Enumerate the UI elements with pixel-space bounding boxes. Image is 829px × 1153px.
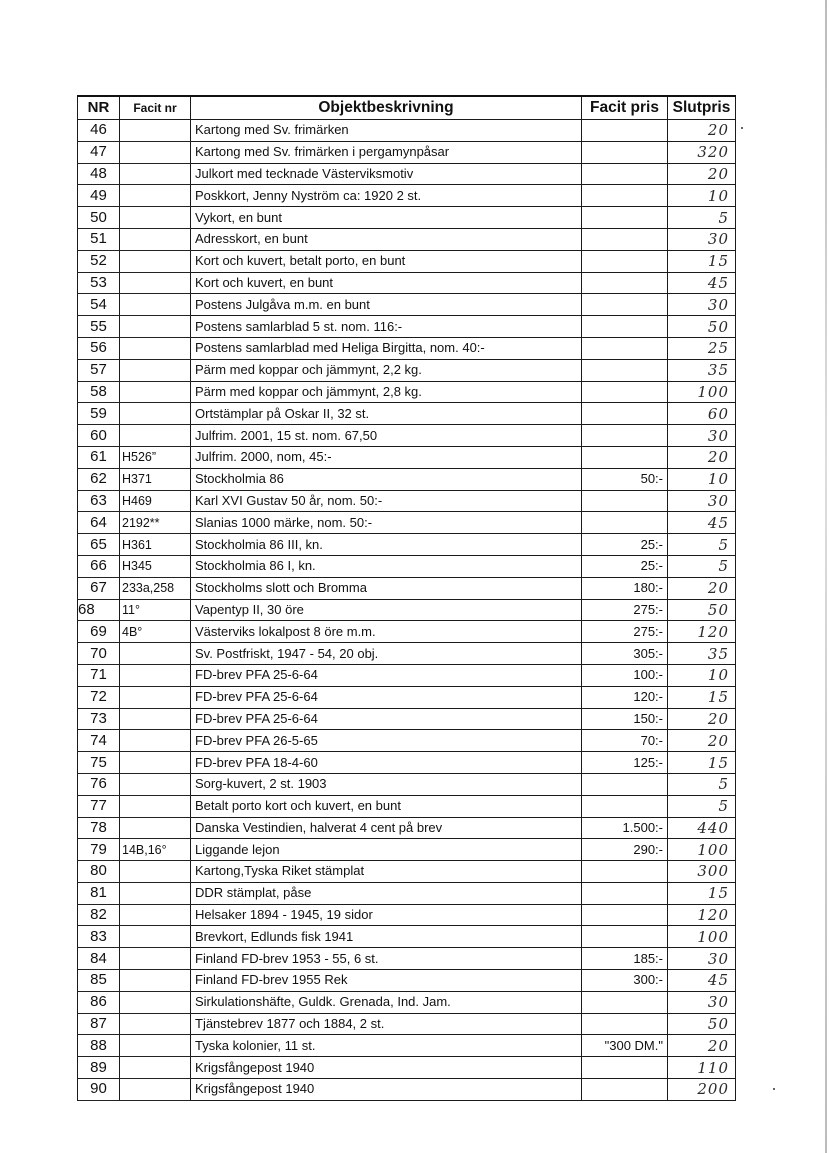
cell-facit-nr [120, 403, 191, 425]
cell-final-price: 120 [668, 904, 736, 926]
cell-description: Pärm med koppar och jämmynt, 2,8 kg. [191, 381, 582, 403]
cell-facit-price [582, 381, 668, 403]
cell-facit-nr [120, 795, 191, 817]
header-facit-price: Facit pris [582, 96, 668, 120]
cell-final-price: 120 [668, 621, 736, 643]
cell-final-price: 20 [668, 730, 736, 752]
cell-final-price: 5 [668, 773, 736, 795]
cell-description: Finland FD-brev 1953 - 55, 6 st. [191, 948, 582, 970]
cell-facit-price [582, 316, 668, 338]
cell-nr: 68 [78, 599, 120, 621]
cell-final-price: 5 [668, 555, 736, 577]
cell-facit-nr: 4B° [120, 621, 191, 643]
table-row [78, 795, 736, 817]
table-row [78, 664, 736, 686]
cell-description: Vapentyp II, 30 öre [191, 599, 582, 621]
table-row [78, 643, 736, 665]
header-facit-nr: Facit nr [120, 96, 191, 120]
cell-description: Tjänstebrev 1877 och 1884, 2 st. [191, 1013, 582, 1035]
cell-description: Sirkulationshäfte, Guldk. Grenada, Ind. Jam. [191, 991, 582, 1013]
cell-facit-price: 275:- [582, 621, 668, 643]
cell-facit-nr [120, 926, 191, 948]
table-row [78, 316, 736, 338]
cell-nr: 62 [78, 468, 120, 490]
cell-nr: 83 [78, 926, 120, 948]
cell-facit-nr [120, 991, 191, 1013]
cell-nr: 57 [78, 359, 120, 381]
cell-facit-nr [120, 337, 191, 359]
cell-description: Sorg-kuvert, 2 st. 1903 [191, 773, 582, 795]
cell-description: Julfrim. 2001, 15 st. nom. 67,50 [191, 425, 582, 447]
cell-facit-nr: H345 [120, 555, 191, 577]
cell-final-price: 100 [668, 839, 736, 861]
cell-description: Stockholmia 86 III, kn. [191, 534, 582, 556]
table-row [78, 446, 736, 468]
table-row [78, 708, 736, 730]
cell-final-price: 200 [668, 1079, 736, 1101]
table-row [78, 839, 736, 861]
cell-final-price: 5 [668, 207, 736, 229]
cell-facit-price [582, 773, 668, 795]
cell-final-price: 110 [668, 1057, 736, 1079]
cell-nr: 55 [78, 316, 120, 338]
cell-facit-price: 290:- [582, 839, 668, 861]
cell-description: Helsaker 1894 - 1945, 19 sidor [191, 904, 582, 926]
cell-nr: 54 [78, 294, 120, 316]
cell-final-price: 15 [668, 250, 736, 272]
cell-facit-price [582, 446, 668, 468]
cell-facit-price: 70:- [582, 730, 668, 752]
cell-description: Finland FD-brev 1955 Rek [191, 970, 582, 992]
cell-nr: 73 [78, 708, 120, 730]
cell-description: Ortstämplar på Oskar II, 32 st. [191, 403, 582, 425]
cell-description: Julkort med tecknade Västerviksmotiv [191, 163, 582, 185]
table-row [78, 120, 736, 142]
table-row [78, 904, 736, 926]
cell-final-price: 30 [668, 228, 736, 250]
table-row [78, 599, 736, 621]
cell-facit-price [582, 490, 668, 512]
cell-final-price: 30 [668, 294, 736, 316]
cell-nr: 65 [78, 534, 120, 556]
cell-description: Krigsfångepost 1940 [191, 1079, 582, 1101]
cell-facit-nr [120, 294, 191, 316]
cell-facit-price: 275:- [582, 599, 668, 621]
cell-facit-price: 185:- [582, 948, 668, 970]
table-row [78, 294, 736, 316]
cell-facit-nr [120, 120, 191, 142]
cell-facit-nr: 233a,258 [120, 577, 191, 599]
cell-facit-nr [120, 228, 191, 250]
table-row [78, 272, 736, 294]
cell-final-price: 30 [668, 490, 736, 512]
cell-facit-nr [120, 185, 191, 207]
cell-final-price: 100 [668, 381, 736, 403]
table-row [78, 425, 736, 447]
cell-description: Tyska kolonier, 11 st. [191, 1035, 582, 1057]
cell-facit-nr [120, 882, 191, 904]
cell-description: Kartong med Sv. frimärken i pergamynpåsar [191, 141, 582, 163]
table-row [78, 141, 736, 163]
cell-facit-price [582, 795, 668, 817]
cell-nr: 67 [78, 577, 120, 599]
table-row [78, 1057, 736, 1079]
cell-final-price: 15 [668, 686, 736, 708]
cell-description: Krigsfångepost 1940 [191, 1057, 582, 1079]
cell-final-price: 15 [668, 752, 736, 774]
cell-nr: 47 [78, 141, 120, 163]
table-row [78, 207, 736, 229]
cell-description: FD-brev PFA 18-4-60 [191, 752, 582, 774]
table-row [78, 1035, 736, 1057]
cell-final-price: 50 [668, 599, 736, 621]
cell-final-price: 50 [668, 1013, 736, 1035]
table-row [78, 926, 736, 948]
cell-facit-nr: 14B,16° [120, 839, 191, 861]
cell-facit-nr: H361 [120, 534, 191, 556]
cell-facit-price: 300:- [582, 970, 668, 992]
cell-nr: 75 [78, 752, 120, 774]
cell-nr: 86 [78, 991, 120, 1013]
cell-nr: 61 [78, 446, 120, 468]
cell-nr: 60 [78, 425, 120, 447]
cell-facit-price [582, 120, 668, 142]
cell-nr: 51 [78, 228, 120, 250]
cell-final-price: 320 [668, 141, 736, 163]
cell-facit-price: 25:- [582, 534, 668, 556]
table-row [78, 337, 736, 359]
cell-facit-nr [120, 1079, 191, 1101]
cell-facit-price: 305:- [582, 643, 668, 665]
cell-final-price: 5 [668, 795, 736, 817]
cell-nr: 82 [78, 904, 120, 926]
cell-nr: 79 [78, 839, 120, 861]
cell-nr: 87 [78, 1013, 120, 1035]
cell-final-price: 30 [668, 425, 736, 447]
cell-description: Västerviks lokalpost 8 öre m.m. [191, 621, 582, 643]
cell-nr: 80 [78, 861, 120, 883]
header-description: Objektbeskrivning [191, 96, 582, 120]
cell-facit-price [582, 904, 668, 926]
table-row [78, 817, 736, 839]
table-row [78, 861, 736, 883]
table-row [78, 577, 736, 599]
table-row [78, 381, 736, 403]
cell-description: Brevkort, Edlunds fisk 1941 [191, 926, 582, 948]
cell-description: Julfrim. 2000, nom, 45:- [191, 446, 582, 468]
cell-facit-nr [120, 643, 191, 665]
cell-description: Vykort, en bunt [191, 207, 582, 229]
stray-dot [741, 127, 743, 129]
cell-facit-nr [120, 970, 191, 992]
cell-description: FD-brev PFA 26-5-65 [191, 730, 582, 752]
cell-description: Postens samlarblad 5 st. nom. 116:- [191, 316, 582, 338]
cell-facit-nr [120, 664, 191, 686]
cell-final-price: 35 [668, 643, 736, 665]
cell-nr: 81 [78, 882, 120, 904]
cell-description: Stockholmia 86 [191, 468, 582, 490]
cell-facit-nr [120, 708, 191, 730]
table-row [78, 1013, 736, 1035]
cell-final-price: 45 [668, 272, 736, 294]
cell-description: Stockholms slott och Bromma [191, 577, 582, 599]
cell-description: Karl XVI Gustav 50 år, nom. 50:- [191, 490, 582, 512]
cell-nr: 89 [78, 1057, 120, 1079]
cell-facit-nr [120, 686, 191, 708]
table-row [78, 773, 736, 795]
cell-facit-price: 50:- [582, 468, 668, 490]
table-row [78, 948, 736, 970]
header-row [78, 96, 736, 120]
cell-facit-price [582, 882, 668, 904]
cell-facit-price: 180:- [582, 577, 668, 599]
cell-description: Liggande lejon [191, 839, 582, 861]
cell-description: Pärm med koppar och jämmynt, 2,2 kg. [191, 359, 582, 381]
cell-facit-price [582, 185, 668, 207]
cell-facit-price [582, 512, 668, 534]
cell-final-price: 10 [668, 664, 736, 686]
cell-nr: 71 [78, 664, 120, 686]
page-edge-shadow [825, 0, 827, 1153]
cell-facit-price [582, 1013, 668, 1035]
cell-final-price: 50 [668, 316, 736, 338]
cell-facit-price: 120:- [582, 686, 668, 708]
cell-facit-nr [120, 1035, 191, 1057]
table-body [78, 120, 736, 1101]
cell-nr: 48 [78, 163, 120, 185]
cell-description: Postens Julgåva m.m. en bunt [191, 294, 582, 316]
table-row [78, 882, 736, 904]
stray-dot [773, 1088, 775, 1090]
cell-final-price: 20 [668, 1035, 736, 1057]
table-row [78, 185, 736, 207]
cell-facit-price [582, 141, 668, 163]
cell-description: Kort och kuvert, betalt porto, en bunt [191, 250, 582, 272]
cell-nr: 72 [78, 686, 120, 708]
cell-facit-price [582, 1057, 668, 1079]
cell-facit-price [582, 991, 668, 1013]
cell-facit-price: 125:- [582, 752, 668, 774]
cell-final-price: 30 [668, 991, 736, 1013]
table-row [78, 970, 736, 992]
cell-facit-nr [120, 773, 191, 795]
table-row [78, 163, 736, 185]
cell-description: Adresskort, en bunt [191, 228, 582, 250]
cell-final-price: 440 [668, 817, 736, 839]
cell-final-price: 300 [668, 861, 736, 883]
cell-final-price: 60 [668, 403, 736, 425]
cell-facit-nr [120, 861, 191, 883]
table-row [78, 490, 736, 512]
cell-description: Kartong med Sv. frimärken [191, 120, 582, 142]
cell-nr: 64 [78, 512, 120, 534]
cell-facit-nr: H469 [120, 490, 191, 512]
cell-nr: 66 [78, 555, 120, 577]
table-row [78, 991, 736, 1013]
header-nr: NR [78, 96, 120, 120]
cell-final-price: 25 [668, 337, 736, 359]
cell-facit-price [582, 163, 668, 185]
table-row [78, 512, 736, 534]
cell-nr: 58 [78, 381, 120, 403]
cell-facit-price [582, 337, 668, 359]
cell-final-price: 10 [668, 468, 736, 490]
cell-nr: 49 [78, 185, 120, 207]
cell-facit-nr [120, 904, 191, 926]
cell-description: Kartong,Tyska Riket stämplat [191, 861, 582, 883]
cell-description: DDR stämplat, påse [191, 882, 582, 904]
cell-facit-nr [120, 163, 191, 185]
cell-facit-nr [120, 948, 191, 970]
table-row [78, 534, 736, 556]
cell-description: FD-brev PFA 25-6-64 [191, 708, 582, 730]
cell-nr: 85 [78, 970, 120, 992]
cell-nr: 53 [78, 272, 120, 294]
cell-final-price: 45 [668, 970, 736, 992]
table-row [78, 686, 736, 708]
table-row [78, 752, 736, 774]
cell-nr: 69 [78, 621, 120, 643]
cell-facit-price [582, 359, 668, 381]
cell-nr: 70 [78, 643, 120, 665]
cell-nr: 50 [78, 207, 120, 229]
cell-facit-price [582, 1079, 668, 1101]
cell-facit-nr: H526” [120, 446, 191, 468]
cell-final-price: 35 [668, 359, 736, 381]
cell-facit-price: 25:- [582, 555, 668, 577]
table-row [78, 468, 736, 490]
table-row [78, 621, 736, 643]
cell-facit-nr [120, 425, 191, 447]
cell-description: Postens samlarblad med Heliga Birgitta, nom. 40:- [191, 337, 582, 359]
cell-final-price: 30 [668, 948, 736, 970]
cell-final-price: 10 [668, 185, 736, 207]
cell-description: Sv. Postfriskt, 1947 - 54, 20 obj. [191, 643, 582, 665]
cell-facit-price [582, 861, 668, 883]
table-row [78, 730, 736, 752]
cell-nr: 52 [78, 250, 120, 272]
cell-nr: 76 [78, 773, 120, 795]
cell-description: FD-brev PFA 25-6-64 [191, 686, 582, 708]
cell-facit-nr: 2192** [120, 512, 191, 534]
cell-nr: 74 [78, 730, 120, 752]
cell-facit-price [582, 228, 668, 250]
cell-nr: 84 [78, 948, 120, 970]
cell-description: Poskkort, Jenny Nyström ca: 1920 2 st. [191, 185, 582, 207]
table-row [78, 228, 736, 250]
cell-nr: 90 [78, 1079, 120, 1101]
cell-facit-nr [120, 359, 191, 381]
cell-description: Danska Vestindien, halverat 4 cent på brev [191, 817, 582, 839]
cell-facit-nr [120, 381, 191, 403]
cell-nr: 46 [78, 120, 120, 142]
table-row [78, 1079, 736, 1101]
table-row [78, 403, 736, 425]
cell-facit-nr [120, 752, 191, 774]
cell-facit-price: 100:- [582, 664, 668, 686]
cell-nr: 63 [78, 490, 120, 512]
cell-final-price: 20 [668, 120, 736, 142]
cell-final-price: 20 [668, 446, 736, 468]
cell-description: Slanias 1000 märke, nom. 50:- [191, 512, 582, 534]
cell-facit-price [582, 250, 668, 272]
cell-facit-price [582, 926, 668, 948]
cell-facit-nr [120, 207, 191, 229]
cell-description: Betalt porto kort och kuvert, en bunt [191, 795, 582, 817]
cell-nr: 78 [78, 817, 120, 839]
cell-facit-price [582, 425, 668, 447]
cell-description: FD-brev PFA 25-6-64 [191, 664, 582, 686]
cell-facit-price: "300 DM." [582, 1035, 668, 1057]
cell-facit-nr [120, 1057, 191, 1079]
cell-facit-nr: 11° [120, 599, 191, 621]
cell-nr: 88 [78, 1035, 120, 1057]
cell-facit-nr [120, 316, 191, 338]
cell-final-price: 20 [668, 708, 736, 730]
header-final-price: Slutpris [668, 96, 736, 120]
cell-facit-nr [120, 1013, 191, 1035]
cell-facit-price [582, 272, 668, 294]
cell-facit-nr [120, 272, 191, 294]
cell-description: Stockholmia 86 I, kn. [191, 555, 582, 577]
cell-final-price: 5 [668, 534, 736, 556]
cell-facit-price: 1.500:- [582, 817, 668, 839]
cell-final-price: 100 [668, 926, 736, 948]
cell-final-price: 15 [668, 882, 736, 904]
cell-final-price: 20 [668, 577, 736, 599]
cell-facit-price [582, 207, 668, 229]
cell-facit-nr [120, 817, 191, 839]
table-row [78, 250, 736, 272]
auction-results-table [77, 95, 736, 1101]
table-row [78, 359, 736, 381]
cell-final-price: 45 [668, 512, 736, 534]
cell-facit-nr [120, 250, 191, 272]
cell-facit-price [582, 294, 668, 316]
cell-nr: 77 [78, 795, 120, 817]
cell-facit-price: 150:- [582, 708, 668, 730]
cell-facit-nr [120, 141, 191, 163]
cell-facit-nr [120, 730, 191, 752]
cell-description: Kort och kuvert, en bunt [191, 272, 582, 294]
cell-nr: 56 [78, 337, 120, 359]
cell-facit-price [582, 403, 668, 425]
cell-nr: 59 [78, 403, 120, 425]
cell-facit-nr: H371 [120, 468, 191, 490]
table-row [78, 555, 736, 577]
cell-final-price: 20 [668, 163, 736, 185]
